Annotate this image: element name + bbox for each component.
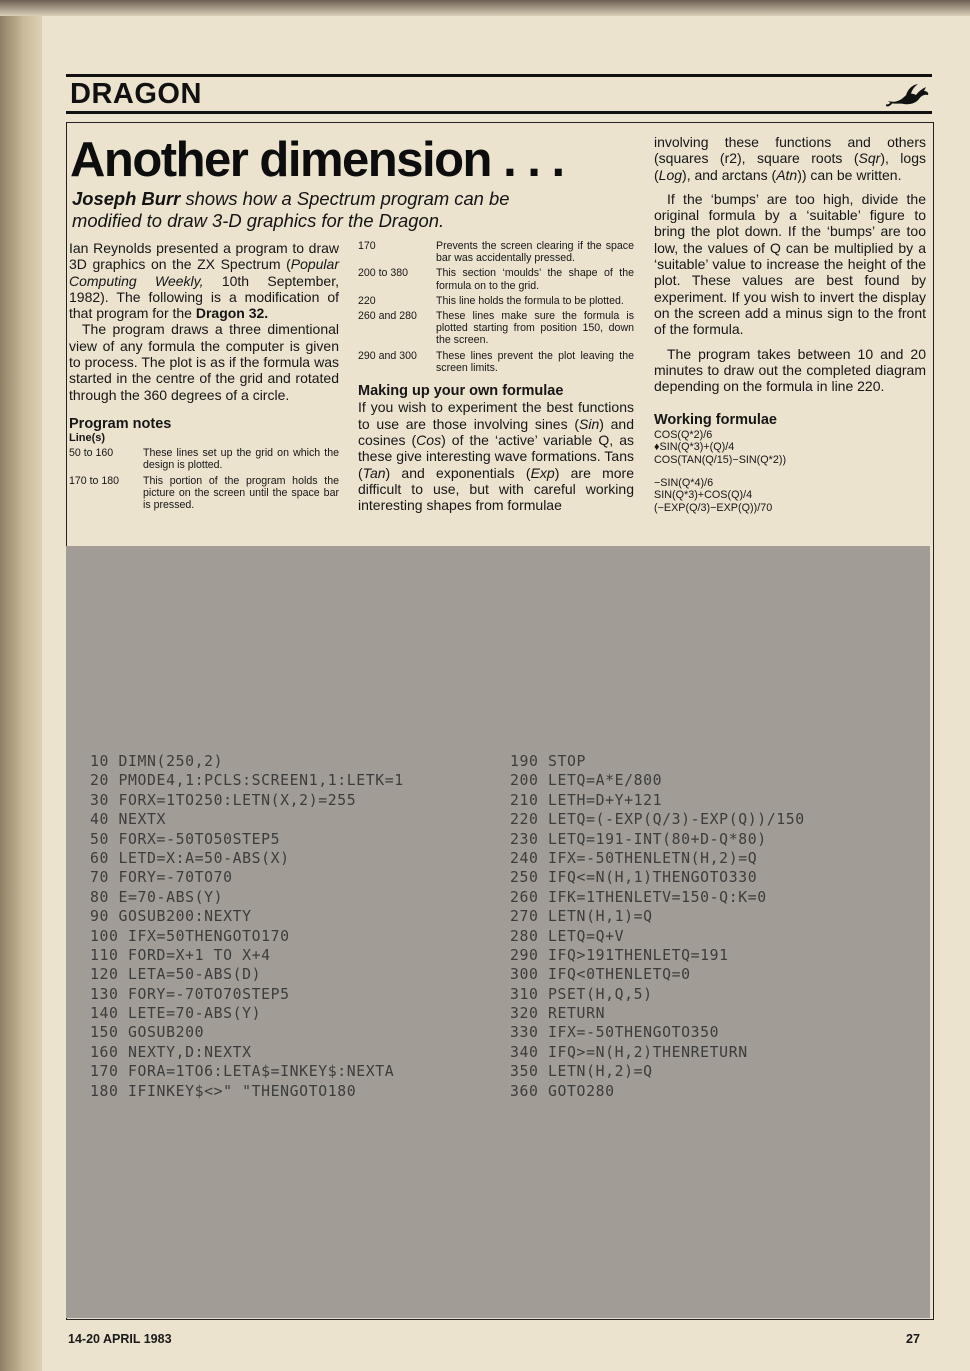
- code-line: 300 IFQ<0THENLETQ=0: [510, 966, 691, 984]
- column-1: [69, 240, 339, 511]
- code-line: 140 LETE=70-ABS(Y): [90, 1005, 262, 1023]
- program-listing: [66, 546, 930, 1318]
- code-line: 330 IFX=-50THENGOTO350: [510, 1024, 720, 1042]
- machine-name: Dragon 32.: [195, 305, 269, 322]
- column-3: [654, 134, 926, 514]
- note-lines: 290 and 300: [358, 349, 417, 362]
- intro-paragraph: [69, 240, 339, 321]
- note-text: These lines make sure the formula is plotted starting from position 150, down the screen.: [436, 310, 634, 347]
- code-line: 230 LETQ=191-INT(80+D-Q*80): [510, 830, 767, 848]
- code-line: 110 FORD=X+1 TO X+4: [90, 946, 271, 964]
- text-run: ) are more difficult to use, but with careful working interesting shapes from formulae: [358, 464, 635, 514]
- code-line: 50 FORX=-50TO50STEP5: [90, 830, 281, 848]
- section-header: [66, 74, 932, 114]
- page-spine-shadow: [0, 0, 42, 1371]
- code-line: 310 PSET(H,Q,5): [510, 985, 653, 1003]
- code-line: 350 LETN(H,2)=Q: [510, 1063, 653, 1081]
- footer-date: 14-20 APRIL 1983: [68, 1332, 172, 1346]
- program-notes-heading: Program notes: [69, 415, 172, 432]
- code-line: 360 GOTO280: [510, 1082, 615, 1100]
- standfirst-text: shows how a Spectrum program can be modified to draw 3-D graphics for the Dragon.: [72, 188, 510, 231]
- timing-paragraph: The program takes between 10 and 20 minutes to draw out the completed diagram depending on the formula in line 220.: [654, 345, 926, 395]
- formula: SIN(Q*3)+COS(Q)/4: [654, 489, 753, 502]
- note-text: These lines set up the grid on which the design is plotted.: [143, 447, 339, 472]
- code-line: 70 FORY=-70TO70: [90, 869, 233, 887]
- standfirst: [72, 188, 542, 232]
- code-line: 280 LETQ=Q+V: [510, 927, 625, 945]
- formula: (−EXP(Q/3)−EXP(Q))/70: [654, 501, 773, 514]
- author-name: Joseph Burr: [72, 188, 181, 209]
- code-line: 340 IFQ>=N(H,2)THENRETURN: [510, 1043, 748, 1061]
- note-lines: 260 and 280: [358, 310, 417, 323]
- description-paragraph: The program draws a three dimentional view of any formula the computer is given to process. The plot is as if the formula was started in the centre of the grid and rotated through the 360 degrees of a circle.: [69, 321, 339, 403]
- section-title: DRAGON: [70, 78, 202, 110]
- note-row: [358, 295, 634, 307]
- code-line: 200 LETQ=A*E/800: [510, 772, 663, 790]
- note-text: This line holds the formula to be plotted.: [436, 294, 624, 307]
- working-formulae-heading: Working formulae: [654, 412, 777, 429]
- intro-text-b: 10th September, 1982). The following is a modification of that program for the: [69, 272, 339, 322]
- code-line: 170 FORA=1TO6:LETA$=INKEY$:NEXTA: [90, 1063, 395, 1081]
- text-run: ) and exponentials (: [385, 464, 531, 481]
- functions-paragraph: [654, 134, 926, 183]
- text-run: involving these functions and others (squares (r2), square roots (: [654, 134, 926, 167]
- function-name: Cos: [416, 431, 442, 448]
- listing-right-column: [510, 752, 805, 1101]
- headline: Another dimension . . .: [70, 133, 564, 187]
- code-line: 40 NEXTX: [90, 811, 167, 829]
- text-run: ), and arctans (: [682, 166, 777, 183]
- lines-heading: Line(s): [69, 432, 106, 445]
- formulae-list: [654, 429, 926, 515]
- note-text: These lines prevent the plot leaving the screen limits.: [436, 349, 634, 374]
- note-row: [69, 447, 339, 471]
- formula: ♦SIN(Q*3)+(Q)/4: [654, 441, 735, 454]
- code-line: 10 DIMN(250,2): [90, 753, 224, 770]
- page-top-shadow: [0, 0, 970, 16]
- note-row: [358, 310, 634, 347]
- magazine-name: Popular Computing Weekly,: [69, 256, 339, 289]
- code-line: 270 LETN(H,1)=Q: [510, 908, 653, 926]
- code-line: 320 RETURN: [510, 1005, 606, 1023]
- text-run: If you wish to experiment the best functions to use are those involving sines (: [358, 399, 634, 432]
- code-line: 220 LETQ=(-EXP(Q/3)-EXP(Q))/150: [510, 811, 805, 829]
- note-text: This portion of the program holds the picture on the screen until the space bar is pressed.: [143, 474, 339, 512]
- dragon-icon: [886, 81, 930, 107]
- code-line: 120 LETA=50-ABS(D): [90, 966, 262, 984]
- function-name: Atn: [776, 166, 798, 183]
- code-line: 60 LETD=X:A=50-ABS(X): [90, 849, 290, 867]
- formula: COS(TAN(Q/15)−SIN(Q*2)): [654, 453, 787, 466]
- function-name: Sin: [579, 415, 600, 432]
- text-run: ) and cosines (: [358, 415, 634, 448]
- function-name: Log: [658, 166, 683, 183]
- text-run: ) of the ‘active’ variable Q, as these give interesting wave formations. Tans (: [358, 431, 634, 481]
- code-line: 80 E=70-ABS(Y): [90, 888, 224, 906]
- note-row: [358, 267, 634, 291]
- note-row: [358, 350, 634, 374]
- note-text: Prevents the screen clearing if the space bar was accidentally pressed.: [436, 240, 634, 265]
- function-name: Tan: [362, 464, 386, 481]
- intro-text-a: Ian Reynolds presented a program to draw 3D graphics on the ZX Spectrum (: [69, 240, 339, 273]
- code-line: 180 IFINKEY$<>" "THENGOTO180: [90, 1082, 357, 1100]
- code-line: 250 IFQ<=N(H,1)THENGOTO330: [510, 869, 758, 887]
- function-name: Exp: [530, 464, 555, 481]
- code-line: 210 LETH=D+Y+121: [510, 791, 663, 809]
- note-lines: 50 to 160: [69, 447, 114, 460]
- code-line: 130 FORY=-70TO70STEP5: [90, 985, 290, 1003]
- bumps-paragraph: If the ‘bumps’ are too high, divide the original formula by a ‘suitable’ figure to bring the plot down. If the ‘bumps’ are too low, the values of Q can be multiplied by a ‘suitable’ value to increase the height of the plot. These values are best found by experiment. If you wish to invert the display on the screen add a minus sign to the front of the formula.: [654, 190, 926, 338]
- note-lines: 200 to 380: [358, 267, 409, 280]
- text-run: )) can be written.: [797, 166, 902, 183]
- note-lines: 170: [358, 240, 376, 252]
- note-row: [358, 240, 634, 264]
- note-row: [69, 475, 339, 512]
- column-2: [358, 240, 634, 513]
- code-line: 240 IFX=-50THENLETN(H,2)=Q: [510, 849, 758, 867]
- code-line: 290 IFQ>191THENLETQ=191: [510, 946, 729, 964]
- note-lines: 170 to 180: [69, 474, 120, 487]
- formula-gap: [654, 467, 926, 477]
- code-line: 30 FORX=1TO250:LETN(X,2)=255: [90, 791, 357, 809]
- code-line: 100 IFX=50THENGOTO170: [90, 927, 290, 945]
- code-line: 260 IFK=1THENLETV=150-Q:K=0: [510, 888, 767, 906]
- function-name: Sqr: [858, 150, 881, 167]
- listing-left-column: [90, 752, 404, 1101]
- note-text: This section ‘moulds’ the shape of the formula on to the grid.: [436, 267, 634, 292]
- page-number: 27: [906, 1332, 920, 1346]
- code-line: 190 STOP: [510, 753, 587, 770]
- formula: −SIN(Q*4)/6: [654, 476, 714, 489]
- code-line: 90 GOSUB200:NEXTY: [90, 908, 252, 926]
- code-line: 150 GOSUB200: [90, 1024, 205, 1042]
- formula: COS(Q*2)/6: [654, 428, 713, 441]
- code-line: 20 PMODE4,1:PCLS:SCREEN1,1:LETK=1: [90, 772, 404, 790]
- formulae-heading: Making up your own formulae: [358, 383, 564, 400]
- text-run: ), logs (: [654, 150, 926, 183]
- code-line: 160 NEXTY,D:NEXTX: [90, 1043, 252, 1061]
- note-lines: 220: [358, 294, 376, 307]
- formulae-paragraph: [358, 399, 634, 513]
